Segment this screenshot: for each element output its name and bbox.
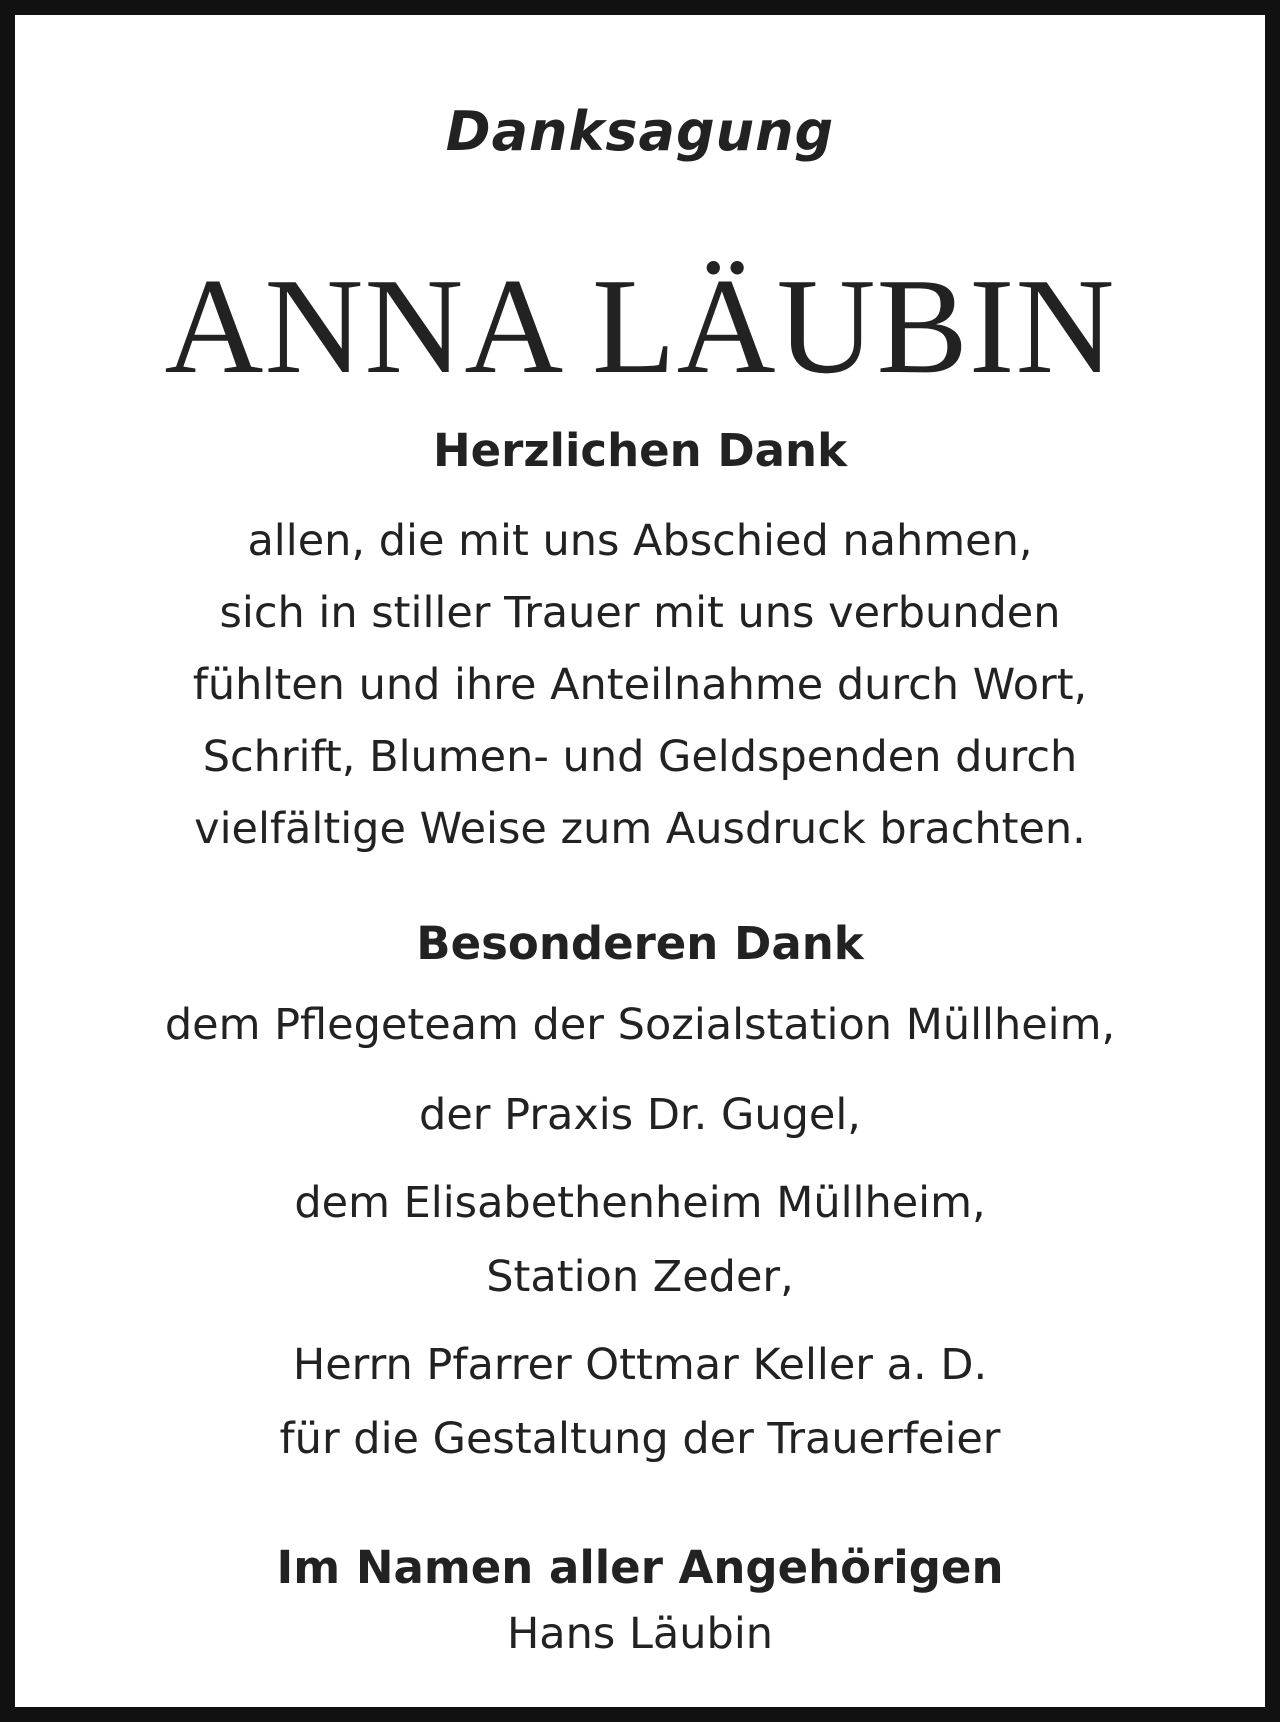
thanks-line: Schrift, Blumen- und Geldspenden durch xyxy=(202,732,1078,782)
thanks-line: fühlten und ihre Anteilnahme durch Wort, xyxy=(192,660,1088,710)
special-thanks-line: dem Pflegeteam der Sozialstation Müllheim, xyxy=(164,1000,1116,1050)
special-thanks-line: für die Gestaltung der Trauerfeier xyxy=(279,1414,1001,1464)
notice-title: Danksagung xyxy=(445,100,835,163)
thanks-line: allen, die mit uns Abschied nahmen, xyxy=(247,516,1033,566)
special-thanks-heading: Besonderen Dank xyxy=(416,917,864,970)
special-thanks-line: dem Elisabethenheim Müllheim, xyxy=(294,1178,986,1228)
special-thanks-line: der Praxis Dr. Gugel, xyxy=(419,1090,861,1140)
thanks-heading: Herzlichen Dank xyxy=(432,424,848,477)
closing-heading: Im Namen aller Angehörigen xyxy=(276,1541,1004,1594)
thanks-line: sich in stiller Trauer mit uns verbunden xyxy=(219,588,1061,638)
thanks-line: vielfältige Weise zum Ausdruck brachten. xyxy=(194,804,1086,854)
special-thanks-line: Herrn Pfarrer Ottmar Keller a. D. xyxy=(292,1340,988,1390)
special-thanks-line: Station Zeder, xyxy=(486,1252,794,1302)
deceased-name: ANNA LÄUBIN xyxy=(164,250,1116,402)
signatory-name: Hans Läubin xyxy=(506,1609,774,1659)
